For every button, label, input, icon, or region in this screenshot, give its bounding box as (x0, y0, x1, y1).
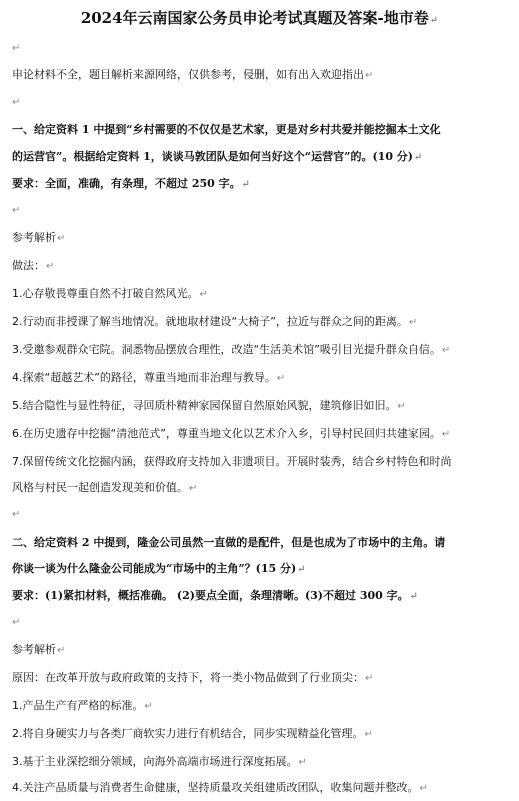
paragraph-mark-icon: ↵ (241, 179, 251, 190)
empty-paragraph: ↵ (12, 43, 21, 54)
list-item: 6.在历史遗存中挖掘“清池范式”，尊重当地文化以艺术介入乡，引导村民回归共建家园。↵ (12, 427, 451, 440)
paragraph-mark-icon: ↵ (298, 757, 307, 768)
list-item: 3.受邀参观群众宅院。洞悉物品摆放合理性，改造“生活美术馆”吸引目光提升群众自信。↵ (12, 343, 451, 356)
question-2-heading: 二、给定资料 2 中提到，隆金公司虽然一直做的是配件，但是也成为了市场中的主角。请 (12, 536, 446, 549)
paragraph-mark-icon: ↵ (57, 645, 66, 656)
empty-paragraph: ↵ (12, 509, 21, 520)
list-item: 1.心存敬畏尊重自然不打破自然风光。↵ (12, 287, 208, 300)
paragraph-mark-icon: ↵ (297, 564, 306, 575)
question-1-requirement: 要求：全面，准确，有条理，不超过 250 字。↵ (12, 177, 251, 190)
paragraph-mark-icon: ↵ (419, 783, 428, 794)
method-label: 做法：↵ (12, 259, 55, 272)
paragraph-mark-icon: ↵ (144, 701, 153, 712)
empty-paragraph: ↵ (12, 617, 21, 628)
empty-paragraph: ↵ (12, 97, 21, 108)
paragraph-mark-icon: ↵ (189, 483, 198, 494)
paragraph-mark-icon: ↵ (276, 373, 286, 384)
document-title: 2024年云南国家公务员申论考试真题及答案-地市卷↵ (80, 9, 439, 27)
question-2-requirement: 要求：(1)紧扣材料，概括准确。 (2)要点全面，条理清晰。(3)不超过 300 字。↵ (12, 589, 419, 602)
list-item: 5.结合隐性与显性特征，寻回质朴精神家园保留自然原始风貌，建筑修旧如旧。↵ (12, 399, 406, 412)
reason-text: 原因：在改革开放与政府政策的支持下，将一类小物品做到了行业顶尖：↵ (12, 671, 374, 684)
list-item: 2.将自身硬实力与各类厂商软实力进行有机结合，同步实现精益化管理。↵ (12, 727, 373, 740)
paragraph-mark-icon: ↵ (365, 70, 374, 81)
paragraph-mark-icon: ↵ (57, 233, 66, 244)
list-item: 2.行动而非授课了解当地情况。就地取材建设“大椅子”，拉近与群众之间的距离。↵ (12, 315, 418, 328)
paragraph-mark-icon: ↵ (364, 729, 373, 740)
list-item: 4.探索“超越艺术”的路径，尊重当地而非治理与教导。↵ (12, 371, 286, 384)
question-1-heading-cont: 的运营官”。根据给定资料 1，谈谈马敦团队是如何当好这个“运营官”的。(10 分)↵ (12, 150, 423, 163)
paragraph-mark-icon: ↵ (365, 673, 374, 684)
list-item: 3.基于主业深挖细分领域，向海外高端市场进行深度拓展。↵ (12, 755, 307, 768)
paragraph-mark-icon: ↵ (397, 401, 406, 412)
paragraph-mark-icon: ↵ (409, 591, 419, 602)
paragraph-mark-icon: ↵ (199, 289, 208, 300)
paragraph-mark-icon: ↵ (414, 152, 423, 163)
intro-text: 申论材料不全，题目解析来源网络，仅供参考，侵删，如有出入欢迎指出↵ (12, 68, 374, 81)
paragraph-mark-icon: ↵ (429, 15, 439, 26)
list-item: 4.关注产品质量与消费者生命健康，坚持质量攻关组建质改团队，收集问题并整改。↵ (12, 781, 428, 794)
paragraph-mark-icon: ↵ (46, 261, 55, 272)
paragraph-mark-icon: ↵ (441, 429, 451, 440)
analysis-label: 参考解析↵ (12, 643, 66, 656)
list-item: 7.保留传统文化挖掘内涵，获得政府支持加入非遗项目。开展时装秀，结合乡村特色和时尚 (12, 455, 452, 468)
empty-paragraph: ↵ (12, 205, 21, 216)
analysis-label: 参考解析↵ (12, 231, 66, 244)
list-item: 1.产品生产有严格的标准。↵ (12, 699, 153, 712)
paragraph-mark-icon: ↵ (408, 317, 418, 328)
list-item-cont: 风格与村民一起创造发现美和价值。↵ (12, 481, 198, 494)
question-2-heading-cont: 你谈一谈为什么隆金公司能成为“市场中的主角”？(15 分)↵ (12, 562, 306, 575)
question-1-heading: 一、给定资料 1 中提到“乡村需要的不仅仅是艺术家，更是对乡村共爱并能挖掘本土文化 (12, 123, 441, 136)
paragraph-mark-icon: ↵ (441, 345, 451, 356)
